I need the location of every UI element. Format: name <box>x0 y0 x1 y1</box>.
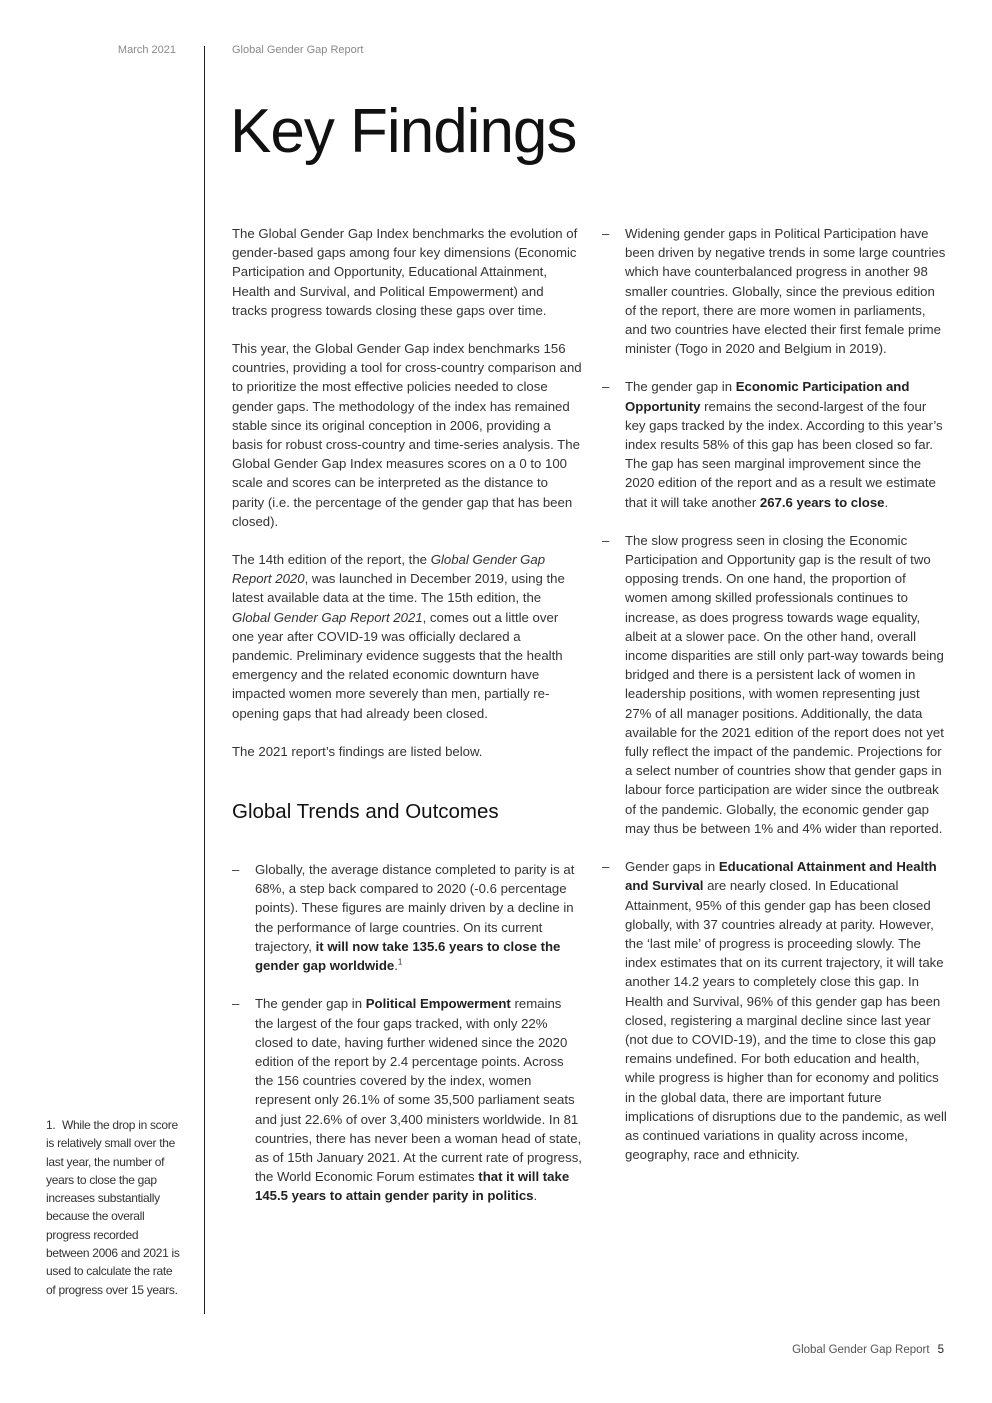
header-date: March 2021 <box>117 44 176 56</box>
bullet-4-bold-2: 267.6 years to close <box>759 494 885 510</box>
intro-paragraph-2: This year, the Global Gender Gap index benchmarks 156 countries, providing a tool for cross-country comparison and to prioritize the most effective policies needed to close gender gaps. The methodology of the index has remained stable since its original conception in 2006, providing a basis for robust cross-country and time-series analysis. The Global Gender Gap Index measures scores on a 0 to 100 scale and scores can be interpreted as the distance to parity (i.e. the percentage of the gender gap that has been closed). <box>232 341 582 529</box>
left-column <box>232 224 582 1206</box>
intro-paragraph-4: The 2021 report’s findings are listed below. <box>232 743 483 759</box>
right-bullet-list <box>602 224 948 1164</box>
bullet-4-bold-1: Economic Participation and Opportunity <box>625 379 910 414</box>
bullet-4-text-a: The gender gap in <box>625 379 736 395</box>
bullet-6-bold: Educational Attainment and Health and Survival <box>625 859 937 894</box>
dash-marker: – <box>232 862 240 878</box>
bullet-3-text: Widening gender gaps in Political Participation have been driven by negative trends in some large countries which have counterbalanced progress in another 98 smaller countries. Globally, since the previous edition of the report, there are more women in parliaments, and two countries have elected their first female prime minister (Togo in 2020 and Belgium in 2019). <box>625 226 946 357</box>
bullet-6-text-a: Gender gaps in <box>625 859 719 875</box>
bullet-6-text-b: are nearly closed. In Educational Attainment, 95% of this gender gap has been closed globally, with 37 countries already at parity. However, the ‘last mile’ of progress is proceeding slowly. The index estimates that on its current trajectory, it will take another 14.2 years to completely close this gap. In Health and Survival, 96% of this gender gap has been closed, registering a marginal decline since last year (not due to COVID-19), and the time to close this gap remains undefined. For both education and health, while progress is higher than for economy and politics in the global data, there are important future implications of disruptions due to the pandemic, as well as continued variations in quality across income, geography, race and ethnicity. <box>625 878 947 1163</box>
bullet-economic-trends <box>602 531 948 838</box>
bullet-2-bold-1: Political Empowerment <box>365 996 511 1012</box>
bullet-1-bold: it will now take 135.6 years to close the gender gap worldwide <box>255 938 561 974</box>
footnote <box>46 1116 180 1299</box>
footnote-number: 1. <box>46 1118 56 1132</box>
report-2021-citation: Global Gender Gap Report 2021 <box>232 609 423 625</box>
dash-marker: – <box>602 379 610 395</box>
dash-marker: – <box>602 532 610 548</box>
dash-marker: – <box>602 226 610 241</box>
left-bullet-list <box>232 860 582 1205</box>
right-column <box>602 224 948 1164</box>
intro-paragraph-1: The Global Gender Gap Index benchmarks the evolution of gender-based gaps among four key dimensions (Economic Participation and Opportunity, Educational Attainment, Health and Survival, and Political Empowerment) and tracks progress towards closing these gaps over time. <box>232 226 578 318</box>
bullet-4-text-c: . <box>884 494 889 510</box>
bullet-2-text-b: remains the largest of the four gaps tracked, with only 22% closed to date, having further widened since the 2020 edition of the report by 2.4 percentage points. Across the 156 countries covered by the index, women represent only 26.1% of some 35,500 parliament seats and just 22.6% of over 3,400 ministers worldwide. In 81 countries, there has never been a woman head of state, as of 15th January 2021. At the current rate of progress, the World Economic Forum estimates <box>255 996 582 1185</box>
bullet-political-participation <box>602 224 948 358</box>
bullet-5-text: The slow progress seen in closing the Economic Participation and Opportunity gap is the result of two opposing trends. On one hand, the proportion of women among skilled professionals continues to increase, as does progress towards wage equality, albeit at a slower pace. On the other hand, overall income disparities are still only part-way towards being bridged and there is a persistent lack of women in leadership positions, with women representing just 27% of all manager positions. Additionally, the data available for the 2021 edition of the report does not yet fully reflect the impact of the pandemic. Projections for a select number of countries show that gender gaps in labour force participation are wider since the outbreak of the pandemic. Globally, the economic gender gap may thus be between 1% and 4% wider than reported. <box>625 532 944 836</box>
header-report-title: Global Gender Gap Report <box>232 44 364 56</box>
intro-p3-text-b: , was launched in December 2019, using the latest available data at the time. The 15th edition, the <box>232 571 565 606</box>
bullet-political-empowerment <box>232 994 582 1205</box>
bullet-education-health <box>602 857 948 1164</box>
footer-report-title: Global Gender Gap Report <box>792 1344 930 1356</box>
intro-p3-text-a: The 14th edition of the report, the <box>232 552 431 568</box>
bullet-2-text-c: . <box>533 1188 538 1204</box>
intro-paragraph-3 <box>232 550 582 723</box>
page-title: Key Findings <box>230 97 577 166</box>
bullet-2-bold-2: that it will take 145.5 years to attain gender parity in politics <box>255 1169 570 1204</box>
bullet-4-text-b: remains the second-largest of the four key gaps tracked by the index. According to this year’s index results 58% of this gap has been closed so far. The gap has seen marginal improvement since the 2020 edition of the report and as a result we estimate that it will take another <box>625 398 943 510</box>
page-footer <box>792 1344 944 1356</box>
footnote-text: While the drop in score is relatively small over the last year, the number of years to close the gap increases substantially because the overall progress recorded between 2006 and 2021 is used to calculate the rate of progress over 15 years. <box>46 1118 180 1297</box>
report-2020-citation: Global Gender Gap Report 2020 <box>232 552 546 587</box>
intro-p3-text-c: , comes out a little over one year after COVID-19 was officially declared a pandemic. Preliminary evidence suggests that the health emergency and the related economic downturn have impacted women more severely than men, partially re-opening gaps that had already been closed. <box>232 609 563 721</box>
section-title: Global Trends and Outcomes <box>232 800 499 824</box>
page-number: 5 <box>937 1344 944 1356</box>
dash-marker: – <box>602 859 610 875</box>
footnote-ref-1: 1 <box>397 957 403 967</box>
bullet-2-text-a: The gender gap in <box>255 996 366 1012</box>
bullet-1-text-a: Globally, the average distance completed to parity is at 68%, a step back compared to 2020 (-0.6 percentage points). These figures are mainly driven by a decline in the performance of large countries. On its current trajectory, <box>255 862 575 954</box>
margin-divider <box>204 46 205 1314</box>
bullet-global-parity <box>232 860 582 975</box>
dash-marker: – <box>232 996 240 1012</box>
bullet-1-text-c: . <box>394 958 398 974</box>
bullet-economic-participation <box>602 377 948 511</box>
